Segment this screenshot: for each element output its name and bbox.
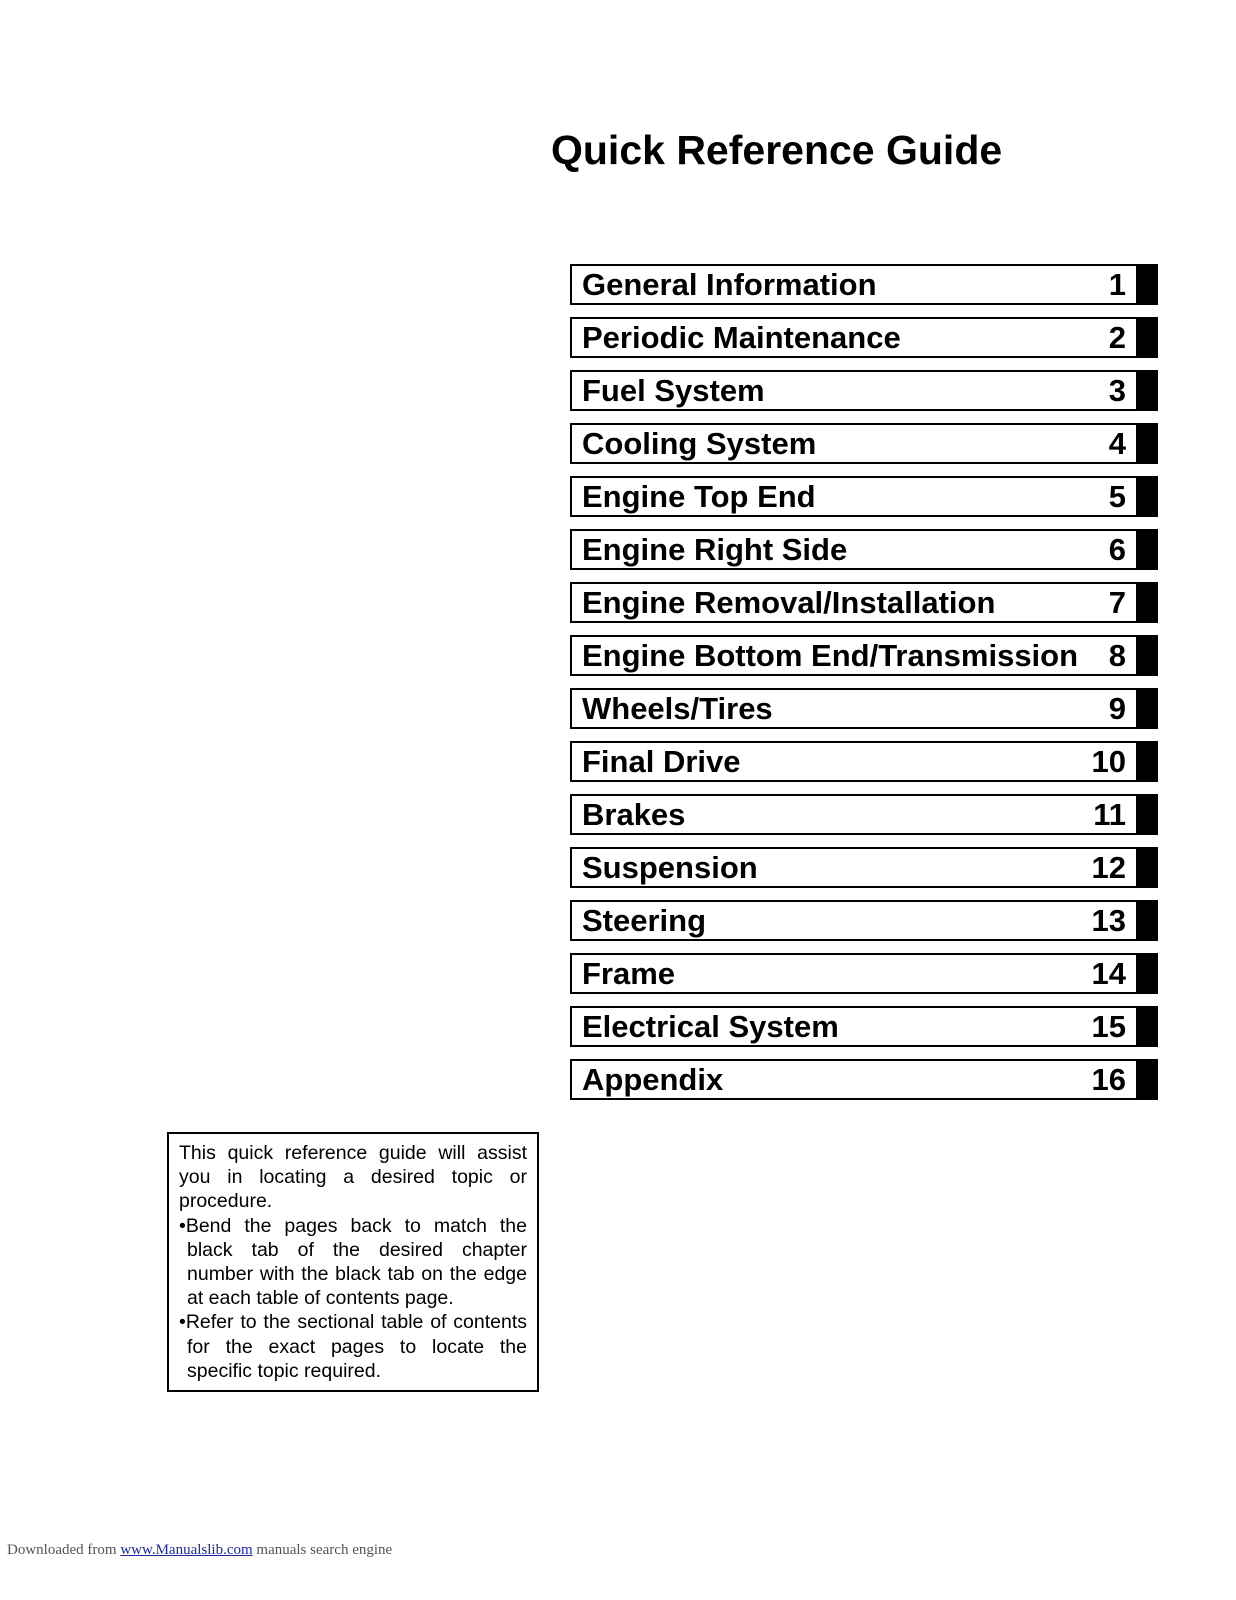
- chapter-label: Wheels/Tires: [582, 691, 773, 726]
- chapter-label: Cooling System: [582, 426, 817, 461]
- chapter-row[interactable]: [570, 582, 1138, 623]
- chapter-row[interactable]: [570, 423, 1138, 464]
- chapter-tab: [1138, 794, 1158, 835]
- usage-note-bullet: •Refer to the sectional table of contents for the exact pages to locate the specific topic required.: [179, 1311, 527, 1382]
- chapter-number: 12: [1091, 850, 1126, 885]
- chapter-index: [570, 264, 1160, 1112]
- chapter-label: Steering: [582, 903, 707, 938]
- chapter-row[interactable]: [570, 1059, 1138, 1100]
- usage-note-bullet: •Bend the pages back to match the black tab of the desired chapter number with the black tab on the edge at each table of contents page.: [179, 1214, 527, 1310]
- usage-note-intro: This quick reference guide will assist you in locating a desired topic or procedure.: [179, 1142, 527, 1213]
- download-footer: [7, 1542, 392, 1559]
- chapter-row[interactable]: [570, 635, 1138, 676]
- chapter-row[interactable]: [570, 370, 1138, 411]
- chapter-label: Electrical System: [582, 1009, 839, 1044]
- chapter-label: Brakes: [582, 797, 686, 832]
- chapter-row[interactable]: [570, 847, 1138, 888]
- chapter-tab: [1138, 953, 1158, 994]
- chapter-row[interactable]: [570, 953, 1138, 994]
- chapter-label: Engine Removal/Installation: [582, 585, 996, 620]
- chapter-row[interactable]: [570, 529, 1138, 570]
- chapter-number: 5: [1108, 479, 1126, 514]
- chapter-number: 3: [1108, 373, 1126, 408]
- chapter-row[interactable]: [570, 476, 1138, 517]
- chapter-row[interactable]: [570, 1006, 1138, 1047]
- chapter-tab: [1138, 635, 1158, 676]
- chapter-number: 4: [1108, 426, 1126, 461]
- chapter-tab: [1138, 1059, 1158, 1100]
- chapter-number: 15: [1091, 1009, 1126, 1044]
- chapter-row[interactable]: [570, 741, 1138, 782]
- chapter-tab: [1138, 476, 1158, 517]
- chapter-tab: [1138, 423, 1158, 464]
- chapter-tab: [1138, 264, 1158, 305]
- chapter-number: 6: [1108, 532, 1126, 567]
- chapter-row[interactable]: [570, 794, 1138, 835]
- chapter-tab: [1138, 847, 1158, 888]
- chapter-number: 8: [1108, 638, 1126, 673]
- chapter-tab: [1138, 688, 1158, 729]
- chapter-row[interactable]: [570, 688, 1138, 729]
- chapter-number: 11: [1093, 797, 1126, 832]
- chapter-number: 1: [1108, 267, 1126, 302]
- chapter-number: 10: [1091, 744, 1126, 779]
- chapter-number: 7: [1108, 585, 1126, 620]
- chapter-tab: [1138, 529, 1158, 570]
- chapter-tab: [1138, 900, 1158, 941]
- chapter-label: Engine Top End: [582, 479, 816, 514]
- chapter-number: 14: [1091, 956, 1126, 991]
- chapter-number: 16: [1091, 1062, 1126, 1097]
- chapter-label: Fuel System: [582, 373, 765, 408]
- footer-prefix: Downloaded from: [7, 1542, 117, 1558]
- chapter-row[interactable]: [570, 317, 1138, 358]
- chapter-label: Engine Right Side: [582, 532, 848, 567]
- chapter-label: Engine Bottom End/Transmission: [582, 638, 1079, 673]
- page-title: Quick Reference Guide: [551, 127, 1003, 173]
- chapter-label: Periodic Maintenance: [582, 320, 901, 355]
- chapter-tab: [1138, 317, 1158, 358]
- chapter-label: General Information: [582, 267, 877, 302]
- chapter-tab: [1138, 370, 1158, 411]
- chapter-label: Appendix: [582, 1062, 724, 1097]
- usage-note-box: [167, 1132, 539, 1392]
- chapter-tab: [1138, 741, 1158, 782]
- chapter-number: 2: [1108, 320, 1126, 355]
- chapter-row[interactable]: [570, 264, 1138, 305]
- chapter-tab: [1138, 1006, 1158, 1047]
- footer-suffix: manuals search engine: [256, 1542, 393, 1558]
- chapter-number: 13: [1091, 903, 1126, 938]
- chapter-row[interactable]: [570, 900, 1138, 941]
- chapter-number: 9: [1108, 691, 1126, 726]
- chapter-tab: [1138, 582, 1158, 623]
- footer-link[interactable]: www.Manualslib.com: [120, 1542, 253, 1558]
- chapter-label: Final Drive: [582, 744, 741, 779]
- chapter-label: Suspension: [582, 850, 758, 885]
- chapter-label: Frame: [582, 956, 676, 991]
